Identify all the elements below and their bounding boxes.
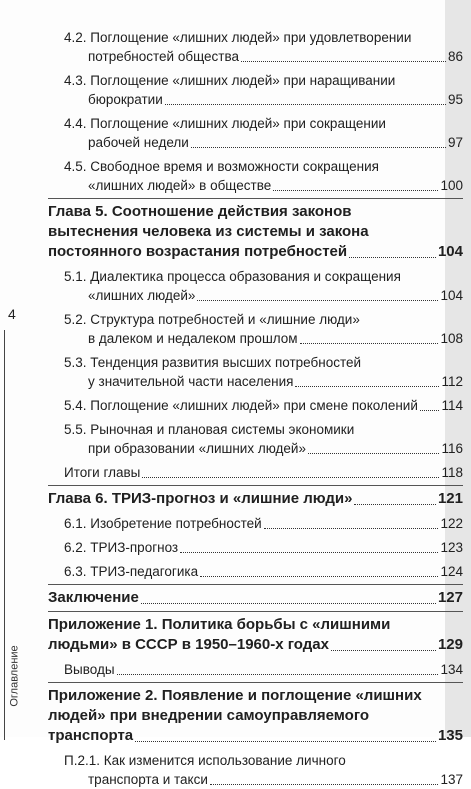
toc-subsection-entry[interactable] bbox=[48, 538, 463, 557]
toc-entry-text: при образовании «лишних людей» bbox=[88, 441, 306, 456]
toc-page-number: 116 bbox=[441, 441, 463, 456]
toc-entry-text: 5.1. Диалектика процесса образования и сокращения bbox=[64, 269, 401, 284]
toc-chapter-entry[interactable] bbox=[48, 588, 463, 608]
section-divider bbox=[48, 611, 463, 612]
toc-page-number: 114 bbox=[441, 398, 463, 413]
leader-dots bbox=[200, 576, 438, 577]
toc-entry-text: Выводы bbox=[64, 662, 115, 677]
toc-entry-text: «лишних людей» в обществе bbox=[88, 178, 272, 193]
toc-entry-text: П.2.1. Как изменится использование личного bbox=[64, 753, 346, 768]
section-label: Оглавление bbox=[8, 645, 21, 707]
toc-page-number: 135 bbox=[437, 727, 463, 744]
toc-entry-text: людьми» в СССР в 1950–1960-х годах bbox=[48, 636, 329, 653]
toc-entry-text: 6.3. ТРИЗ-педагогика bbox=[64, 564, 199, 579]
leader-dots bbox=[142, 477, 439, 478]
page-number: 4 bbox=[8, 306, 16, 322]
toc-entry-text: 4.3. Поглощение «лишних людей» при наращивании bbox=[64, 73, 396, 88]
toc-entry-text: 5.3. Тенденция развития высших потребностей bbox=[64, 355, 362, 370]
toc-page-number: 108 bbox=[440, 331, 463, 346]
toc-subsection-entry[interactable] bbox=[48, 114, 463, 152]
leader-dots bbox=[349, 257, 436, 258]
toc-entry-text: Глава 5. Соотношение действия законов bbox=[48, 203, 352, 220]
leader-dots bbox=[331, 650, 436, 651]
leader-dots bbox=[197, 300, 438, 301]
leader-dots bbox=[180, 552, 438, 553]
leader-dots bbox=[308, 453, 439, 454]
leader-dots bbox=[300, 343, 439, 344]
toc-entry-text: постоянного возрастания потребностей bbox=[48, 243, 348, 260]
leader-dots bbox=[141, 603, 436, 604]
leader-dots bbox=[241, 61, 446, 62]
toc-entry-text: 5.4. Поглощение «лишних людей» при смене поколений bbox=[64, 398, 418, 413]
toc-subsection-entry[interactable] bbox=[48, 267, 463, 305]
toc-entry-text: людей» при внедрении самоуправляемого bbox=[48, 707, 370, 724]
toc-entry-text: Глава 6. ТРИЗ-прогноз и «лишние люди» bbox=[48, 490, 353, 507]
toc-subsection-entry[interactable] bbox=[48, 751, 463, 789]
toc-subsection-entry[interactable] bbox=[48, 310, 463, 348]
section-divider bbox=[48, 682, 463, 683]
toc-page-number: 121 bbox=[437, 490, 463, 507]
toc-page-number: 118 bbox=[441, 465, 463, 480]
toc-page-number: 95 bbox=[447, 92, 463, 107]
leader-dots bbox=[354, 504, 436, 505]
leader-dots bbox=[420, 410, 440, 411]
leader-dots bbox=[135, 741, 436, 742]
toc-page-number: 129 bbox=[437, 636, 463, 653]
toc-page-number: 123 bbox=[440, 540, 463, 555]
toc-chapter-entry[interactable] bbox=[48, 615, 463, 655]
leader-dots bbox=[117, 674, 439, 675]
toc-subsection-entry[interactable] bbox=[48, 71, 463, 109]
toc-entry-text: 6.2. ТРИЗ-прогноз bbox=[64, 540, 179, 555]
leader-dots bbox=[191, 147, 446, 148]
leader-dots bbox=[273, 190, 438, 191]
toc-entry-text: Приложение 2. Появление и поглощение «лишних bbox=[48, 687, 422, 704]
toc-page-number: 124 bbox=[440, 564, 463, 579]
toc-entry-text: 4.2. Поглощение «лишних людей» при удовлетворении bbox=[64, 30, 412, 45]
section-divider bbox=[48, 485, 463, 486]
toc-entry-text: 4.5. Свободное время и возможности сокращения bbox=[64, 159, 379, 174]
toc-entry-text: Приложение 1. Политика борьбы с «лишними bbox=[48, 616, 391, 633]
leader-dots bbox=[295, 386, 439, 387]
toc-page-number: 112 bbox=[441, 374, 463, 389]
toc-subsection-entry[interactable] bbox=[48, 420, 463, 458]
toc-subsection-entry[interactable] bbox=[48, 157, 463, 195]
toc-page-number: 104 bbox=[440, 288, 463, 303]
toc-entry-text: у значительной части населения bbox=[88, 374, 294, 389]
leader-dots bbox=[264, 528, 439, 529]
toc-subsection-entry[interactable] bbox=[48, 660, 463, 679]
table-of-contents bbox=[48, 28, 463, 789]
toc-entry-text: вытеснения человека из системы и закона bbox=[48, 223, 369, 240]
section-divider bbox=[48, 584, 463, 585]
toc-entry-text: 6.1. Изобретение потребностей bbox=[64, 516, 262, 531]
toc-page-number: 122 bbox=[440, 516, 463, 531]
toc-page-number: 134 bbox=[440, 662, 463, 677]
toc-entry-text: бюрократии bbox=[88, 92, 163, 107]
toc-page-number: 137 bbox=[440, 772, 463, 787]
toc-entry-text: Итоги главы bbox=[64, 465, 141, 480]
toc-page-number: 127 bbox=[437, 589, 463, 606]
toc-subsection-entry[interactable] bbox=[48, 562, 463, 581]
toc-page-number: 86 bbox=[447, 49, 463, 64]
toc-entry-text: Заключение bbox=[48, 589, 139, 606]
toc-entry-text: 5.2. Структура потребностей и «лишние люди» bbox=[64, 312, 360, 327]
toc-entry-text: транспорта и такси bbox=[88, 772, 208, 787]
toc-subsection-entry[interactable] bbox=[48, 28, 463, 66]
section-divider bbox=[48, 198, 463, 199]
toc-page-number: 104 bbox=[437, 243, 463, 260]
toc-page-number: 100 bbox=[440, 178, 463, 193]
toc-entry-text: «лишних людей» bbox=[88, 288, 196, 303]
leader-dots bbox=[165, 104, 446, 105]
toc-chapter-entry[interactable] bbox=[48, 202, 463, 262]
toc-entry-text: транспорта bbox=[48, 727, 134, 744]
toc-page-number: 97 bbox=[447, 135, 463, 150]
toc-entry-text: 5.5. Рыночная и плановая системы экономики bbox=[64, 422, 355, 437]
left-margin-line bbox=[4, 330, 5, 740]
toc-subsection-entry[interactable] bbox=[48, 353, 463, 391]
toc-chapter-entry[interactable] bbox=[48, 489, 463, 509]
toc-entry-text: рабочей недели bbox=[88, 135, 189, 150]
toc-subsection-entry[interactable] bbox=[48, 514, 463, 533]
toc-entry-text: потребностей общества bbox=[88, 49, 240, 64]
toc-entry-text: в далеком и недалеком прошлом bbox=[88, 331, 298, 346]
toc-subsection-entry[interactable] bbox=[48, 396, 463, 415]
toc-chapter-entry[interactable] bbox=[48, 686, 463, 746]
toc-entry-text: 4.4. Поглощение «лишних людей» при сокращении bbox=[64, 116, 386, 131]
leader-dots bbox=[210, 784, 439, 785]
toc-subsection-entry[interactable] bbox=[48, 463, 463, 482]
